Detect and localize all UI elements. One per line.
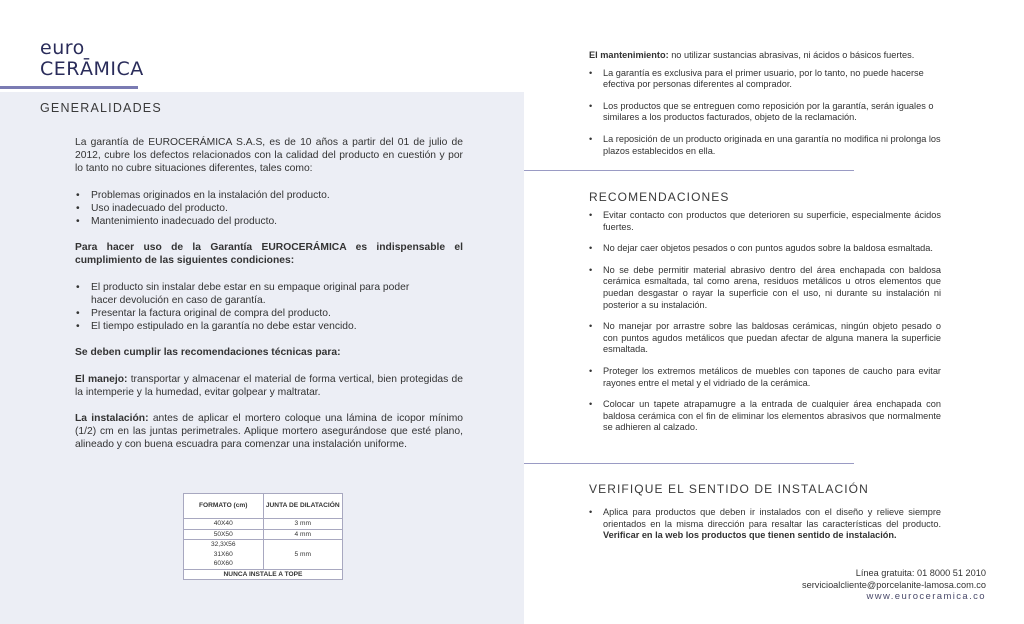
exclusions-list — [75, 189, 463, 229]
section-divider — [524, 170, 854, 171]
list-item: • El tiempo estipulado en la garantía no debe estar vencido. — [75, 320, 415, 333]
table-cell-format: 40X40 — [184, 519, 264, 530]
table-footer-row — [184, 569, 343, 580]
list-item: • No dejar caer objetos pesados o con puntos agudos sobre la baldosa esmaltada. — [589, 243, 941, 255]
technical-heading: Se deben cumplir las recomendaciones técnicas para: — [75, 347, 341, 359]
verify-bold-text: Verificar en la web los productos que tienen sentido de instalación. — [603, 530, 897, 541]
maintenance-section — [589, 50, 941, 167]
maintenance-list — [589, 68, 941, 158]
intro-paragraph: La garantía de EUROCERÁMICA S.A.S, es de 10 años a partir del 01 de julio de 2012, cubre los defectos relacionados con la calidad del producto en cuestión y por lo tanto no cubre situaciones diferentes, tales como: — [75, 137, 463, 175]
table-cell-format: 50X50 — [184, 529, 264, 540]
list-item: • La garantía es exclusiva para el primer usuario, por lo tanto, no puede hacerse efectiva por personas diferentes al comprador. — [589, 68, 941, 91]
table-footer-note: NUNCA INSTALE A TOPE — [184, 569, 343, 580]
conditions-list — [75, 281, 415, 334]
format-value: 32,3X56 — [210, 541, 236, 548]
toll-free-line: Línea gratuita: 01 8000 51 2010 — [855, 568, 986, 578]
verify-text: Aplica para productos que deben ir instalados con el diseño y relieve siempre orientados en la misma dirección para resaltar las características del producto. — [603, 507, 941, 529]
installation-paragraph — [75, 412, 463, 452]
list-item — [589, 507, 941, 542]
table-row — [184, 519, 343, 530]
format-value: 60X60 — [213, 560, 233, 567]
list-item: • Colocar un tapete atrapamugre a la entrada de cualquier área enchapada con baldosa cerámica con el fin de eliminar los elementos abrasivos que normalmente se adhieren al calzado. — [589, 399, 941, 434]
logo-line-1: euro — [40, 37, 85, 59]
handling-text: transportar y almacenar el material de forma vertical, bien protegidas de la intemperie y la humedad, evitar golpear y maltratar. — [75, 373, 463, 398]
maintenance-paragraph — [589, 50, 941, 62]
list-item: • Los productos que se entreguen como reposición por la garantía, serán iguales o similares a los productos facturados, objeto de la reclamación. — [589, 101, 941, 124]
installation-label: La instalación: — [75, 413, 149, 425]
list-item: • Mantenimiento inadecuado del producto. — [75, 215, 463, 228]
list-item: • Presentar la factura original de compra del producto. — [75, 307, 415, 320]
table-header-joint: JUNTA DE DILATACIÓN — [263, 494, 343, 519]
list-item: • Problemas originados en la instalación del producto. — [75, 189, 463, 202]
table-row — [184, 540, 343, 570]
contact-block — [802, 568, 986, 603]
customer-service-email[interactable]: servicioalcliente@porcelanite-lamosa.com.co — [802, 579, 986, 590]
list-item: • Proteger los extremos metálicos de muebles con tapones de caucho para evitar rayones entre el metal y el vidriado de la cerámica. — [589, 366, 941, 389]
list-item: • No se debe permitir material abrasivo dentro del área enchapada con baldosa cerámica esmaltada, tal como arena, residuos metálicos u otros elementos que puedan desgastar o rayar la superficie con el uso, ni durante su instalación ni posterior a su instalación. — [589, 265, 941, 311]
verify-installation-section — [589, 507, 941, 552]
table-header-format: FORMATO (cm) — [184, 494, 264, 519]
table-cell-joint: 5 mm — [263, 540, 343, 570]
maintenance-text: no utilizar sustancias abrasivas, ni ácidos o básicos fuertes. — [668, 50, 915, 60]
logo-underline-divider — [0, 86, 138, 89]
recommendations-list — [589, 210, 941, 434]
list-item: • El producto sin instalar debe estar en su empaque original para poder hacer devolución en caso de garantía. — [75, 281, 415, 307]
verify-list — [589, 507, 941, 542]
recommendations-section — [589, 210, 941, 444]
list-item: • Uso inadecuado del producto. — [75, 202, 463, 215]
euroceramica-logo — [40, 38, 144, 80]
table-header-row — [184, 494, 343, 519]
generalidades-body — [75, 136, 463, 465]
recommendations-title: RECOMENDACIONES — [589, 190, 730, 204]
table-cell-format — [184, 540, 264, 570]
conditions-heading: Para hacer uso de la Garantía EUROCERÁMICA es indispensable el cumplimiento de las siguientes condiciones: — [75, 242, 463, 267]
table-cell-joint: 4 mm — [263, 529, 343, 540]
list-item: • Evitar contacto con productos que deterioren su superficie, especialmente ácidos fuertes. — [589, 210, 941, 233]
list-item: • No manejar por arrastre sobre las baldosas cerámicas, ningún objeto pesado o con puntos agudos metálicos que puedan afectar de alguna manera la superficie esmaltada. — [589, 321, 941, 356]
logo-line-2: CERĀMICA — [40, 58, 144, 80]
verify-installation-title: VERIFIQUE EL SENTIDO DE INSTALACIÓN — [589, 482, 869, 496]
table-cell-joint: 3 mm — [263, 519, 343, 530]
section-divider — [524, 463, 854, 464]
handling-paragraph — [75, 373, 463, 399]
installation-text: antes de aplicar el mortero coloque una lámina de icopor mínimo (1/2) cm en las juntas perimetrales. Aplique mortero asegurándose que esté plano, alineado y con buena escuadra para comenzar una instalación uniforme. — [75, 413, 463, 451]
table-row — [184, 529, 343, 540]
format-value: 31X60 — [213, 550, 233, 558]
list-item: • La reposición de un producto originada en una garantía no modifica ni prolonga los plazos establecidos en ella. — [589, 134, 941, 157]
generalidades-title: GENERALIDADES — [40, 101, 162, 115]
maintenance-label: El mantenimiento: — [589, 50, 669, 60]
website-link[interactable]: www.euroceramica.co — [866, 591, 986, 602]
expansion-joint-table — [183, 493, 343, 580]
handling-label: El manejo: — [75, 373, 128, 385]
